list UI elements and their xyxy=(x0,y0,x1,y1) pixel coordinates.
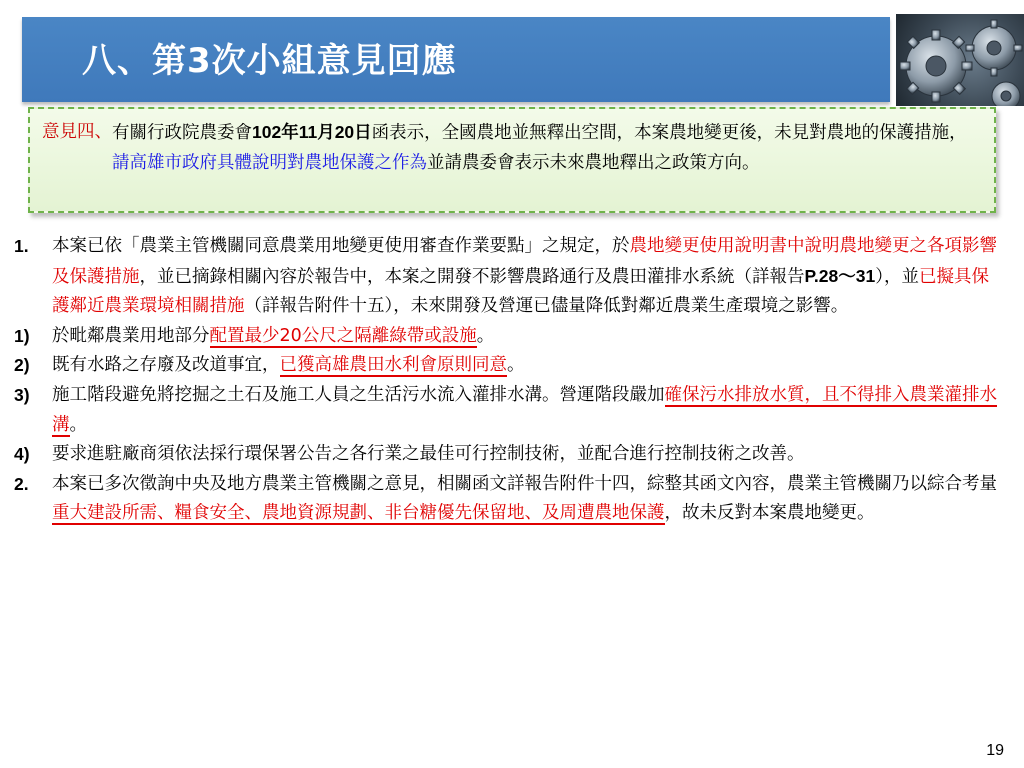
opinion-row xyxy=(42,117,982,178)
page-reference: P.28～31 xyxy=(804,265,876,286)
item-number: 1. xyxy=(14,236,29,256)
item-text: 要求進駐廠商須依法採行環保署公告之各行業之最佳可行控制技術，並配合進行控制技術之改善。 xyxy=(52,444,805,465)
item-text xyxy=(52,381,1004,440)
text-segment: ，並已摘錄相關內容於報告中，本案之開發不影響農路通行及農田灌排水系統（詳報告 xyxy=(139,266,805,287)
sub-item-4 xyxy=(14,440,1004,470)
slide-title: 八、第3次小組意見回應 xyxy=(82,41,457,81)
opinion-highlight: 請高雄市政府具體說明對農地保護之作為 xyxy=(112,153,427,173)
opinion-text-2: 函表示，全國農地並無釋出空間，本案農地變更後，未見對農地的保護措施， xyxy=(371,123,967,143)
red-underlined-emphasis: 確保污水排放水質，且不得排入農業灌排水溝 xyxy=(52,384,997,435)
text-segment: （詳報告附件十五），未來開發及營運已儘量降低對鄰近農業生產環境之影響。 xyxy=(244,296,849,317)
response-list xyxy=(14,232,1004,529)
text-segment: 既有水路之存廢及改道事宜， xyxy=(52,355,280,376)
text-segment: ），並 xyxy=(875,266,919,287)
response-item-1 xyxy=(14,232,1004,322)
opinion-text xyxy=(112,117,982,178)
opinion-text-1: 有關行政院農委會 xyxy=(112,123,252,143)
text-segment: 本案已依「農業主管機關同意農業用地變更使用審查作業要點」之規定，於 xyxy=(52,236,630,256)
gears-illustration xyxy=(896,14,1024,106)
item-number: 2. xyxy=(14,473,29,494)
text-segment: 。 xyxy=(69,414,87,435)
page-number: 19 xyxy=(986,742,1004,759)
response-item-2 xyxy=(14,470,1004,529)
text-segment: 於毗鄰農業用地部分 xyxy=(52,325,210,346)
item-number: 3) xyxy=(14,384,30,405)
item-number: 2) xyxy=(14,355,30,376)
sub-item-1 xyxy=(14,322,1004,352)
text-segment: 施工階段避免將挖掘之土石及施工人員之生活污水流入灌排水溝。營運階段嚴加 xyxy=(52,384,665,405)
slide-title-bar xyxy=(22,17,890,102)
item-text xyxy=(52,470,1004,529)
opinion-box xyxy=(28,107,996,213)
item-number: 1) xyxy=(14,325,30,346)
text-segment: 本案已多次徵詢中央及地方農業主管機關之意見，相關函文詳報告附件十四，綜整其函文內容，農業主管機關乃以綜合考量 xyxy=(52,473,997,494)
text-segment: 。 xyxy=(476,325,495,346)
opinion-text-3: 並請農委會表示未來農地釋出之政策方向。 xyxy=(427,153,760,173)
red-emphasis: 已擬具保護鄰近農業環境相關措施 xyxy=(52,266,989,317)
red-underlined-emphasis: 配置最少20公尺之隔離綠帶或設施 xyxy=(209,325,477,346)
opinion-label: 意見四、 xyxy=(42,122,112,142)
item-number: 4) xyxy=(14,444,30,465)
item-text xyxy=(52,322,1004,352)
gears-icon xyxy=(896,14,1024,106)
item-text xyxy=(52,232,1004,322)
opinion-date: 102年11月20日 xyxy=(252,122,372,142)
item-text xyxy=(52,351,1004,381)
text-segment: ，故未反對本案農地變更。 xyxy=(664,503,875,524)
sub-item-3 xyxy=(14,381,1004,440)
red-emphasis: 農地變更使用說明書中說明農地變更之各項影響及保護措施 xyxy=(52,236,997,287)
red-underlined-emphasis: 重大建設所需、糧食安全、農地資源規劃、非台糖優先保留地、及周遭農地保護 xyxy=(52,503,665,524)
text-segment: 。 xyxy=(507,355,525,376)
red-underlined-emphasis: 已獲高雄農田水利會原則同意 xyxy=(279,355,507,376)
sub-item-2 xyxy=(14,351,1004,381)
